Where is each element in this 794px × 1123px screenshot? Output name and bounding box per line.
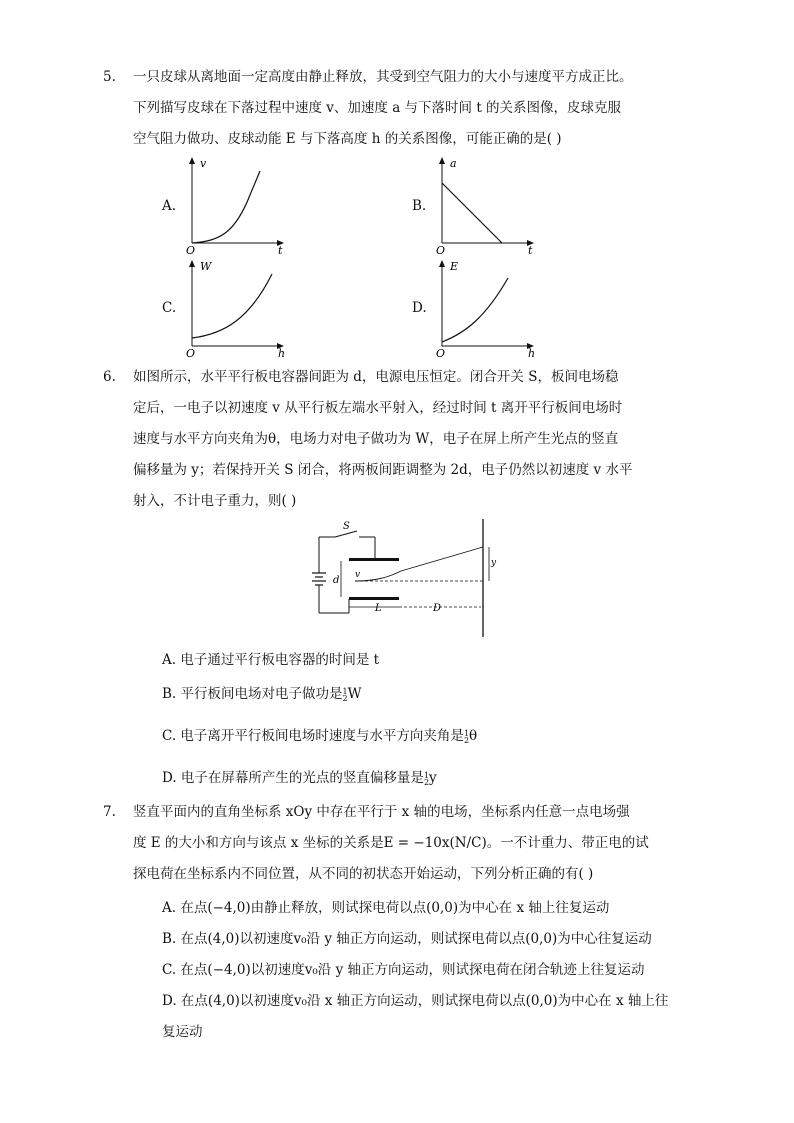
- origin-label: O: [436, 347, 446, 358]
- y-arrow: [189, 260, 195, 267]
- option-label-a[interactable]: A.: [162, 198, 177, 214]
- option-text: A. 电子通过平行板电容器的时间是 t: [162, 652, 380, 668]
- y-label: E: [450, 260, 459, 273]
- question-text-line: 射入，不计电子重力，则( ): [133, 493, 297, 509]
- option-d[interactable]: [162, 768, 437, 788]
- option-variable: θ: [469, 728, 478, 744]
- question-7: [103, 797, 673, 890]
- fraction-numerator: 1: [342, 686, 348, 696]
- option-c[interactable]: C. 在点(−4,0)以初速度v₀沿 y 轴正方向运动，则试探电荷在闭合轨迹上往复运动: [162, 962, 645, 978]
- origin-label: O: [186, 347, 196, 358]
- label-l: L: [375, 603, 382, 614]
- option-text: D. 电子在屏幕所产生的光点的竖直偏移量是: [162, 770, 424, 786]
- option-label-b[interactable]: B.: [412, 198, 427, 214]
- question-text-line: 速度与水平方向夹角为θ，电场力对电子做功为 W，电子在屏上所产生光点的竖直: [133, 431, 619, 447]
- question-number: 6.: [103, 369, 116, 385]
- option-b[interactable]: [162, 684, 362, 704]
- fraction-denominator: 2: [342, 693, 348, 703]
- option-text: B. 平行板间电场对电子做功是: [162, 686, 343, 702]
- curve: [192, 171, 260, 243]
- y-arrow: [189, 157, 195, 164]
- question-number: 7.: [103, 804, 116, 820]
- top-plate: [349, 558, 399, 561]
- x-label: h: [278, 347, 286, 358]
- option-label-c[interactable]: C.: [162, 300, 177, 316]
- question-text-line: 空气阻力做功、皮球动能 E 与下落高度 h 的关系图像，可能正确的是( ): [133, 131, 562, 147]
- y-label: v: [200, 157, 207, 170]
- origin-label: O: [436, 244, 446, 255]
- fraction-denominator: 2: [463, 735, 470, 745]
- question-text-line: 偏移量为 y；若保持开关 S 闭合，将两板间距调整为 2d，电子仍然以初速度 v 水平: [133, 462, 633, 478]
- label-s: S: [343, 521, 350, 532]
- label-v: v: [355, 570, 361, 580]
- x-label: t: [278, 244, 283, 255]
- fraction-numerator: 1: [463, 728, 470, 738]
- y-arrow: [439, 260, 445, 267]
- label-d: d: [333, 575, 340, 586]
- electron-path: [355, 547, 483, 581]
- question-text-line: 下列描写皮球在下落过程中速度 v、加速度 a 与下落时间 t 的关系图像，皮球克服: [133, 100, 622, 116]
- question-text-line: 如图所示，水平平行板电容器间距为 d，电源电压恒定。闭合开关 S，板间电场稳: [133, 369, 619, 385]
- y-label: W: [200, 260, 212, 273]
- capacitor-diagram: [305, 515, 505, 640]
- label-y: y: [491, 558, 497, 568]
- x-label: h: [528, 347, 536, 358]
- curve: [192, 274, 272, 338]
- question-text-line: 探电荷在坐标系内不同位置，从不同的初状态开始运动，下列分析正确的有( ): [133, 866, 594, 882]
- option-variable: W: [347, 686, 362, 702]
- option-d[interactable]: D. 在点(4,0)以初速度v₀沿 x 轴正方向运动，则试探电荷以点(0,0)为中心在 x 轴上往: [162, 993, 669, 1009]
- option-label-d[interactable]: D.: [412, 300, 427, 316]
- option-a[interactable]: [162, 650, 379, 670]
- question-text-line: 度 E 的大小和方向与该点 x 坐标的关系是E = −10x(N/C)。一不计重力、带正电的试: [133, 835, 649, 851]
- curve: [442, 278, 508, 342]
- question-text-line: 竖直平面内的直角坐标系 xOy 中存在平行于 x 轴的电场，坐标系内任意一点电场强: [133, 804, 630, 820]
- option-variable: y: [429, 770, 437, 786]
- y-label: a: [450, 157, 457, 170]
- graph-b: [430, 155, 540, 255]
- x-label: t: [528, 244, 533, 255]
- question-number: 5.: [103, 69, 116, 85]
- y-arrow: [439, 157, 445, 164]
- fraction-numerator: 1: [423, 770, 430, 780]
- fraction-denominator: 2: [423, 777, 430, 787]
- option-a[interactable]: A. 在点(−4,0)由静止释放，则试探电荷以点(0,0)为中心在 x 轴上往复运动: [162, 900, 610, 916]
- question-5: [103, 62, 673, 155]
- graph-a: [180, 155, 290, 255]
- origin-label: O: [186, 244, 196, 255]
- option-d-continued: 复运动: [162, 1024, 203, 1040]
- option-text: C. 电子离开平行板间电场时速度与水平方向夹角是: [162, 728, 464, 744]
- graph-c: [180, 258, 290, 358]
- label-big-d: D: [433, 603, 442, 614]
- curve: [442, 183, 502, 243]
- graph-d: [430, 258, 540, 358]
- option-c[interactable]: [162, 726, 477, 746]
- question-text-line: 定后，一电子以初速度 v 从平行板左端水平射入，经过时间 t 离开平行板间电场时: [133, 400, 623, 416]
- option-b[interactable]: B. 在点(4,0)以初速度v₀沿 y 轴正方向运动，则试探电荷以点(0,0)为中心往复运动: [162, 931, 652, 947]
- question-6: [103, 362, 673, 517]
- bottom-plate: [349, 597, 399, 600]
- question-text-line: 一只皮球从离地面一定高度由静止释放，其受到空气阻力的大小与速度平方成正比。: [133, 69, 633, 85]
